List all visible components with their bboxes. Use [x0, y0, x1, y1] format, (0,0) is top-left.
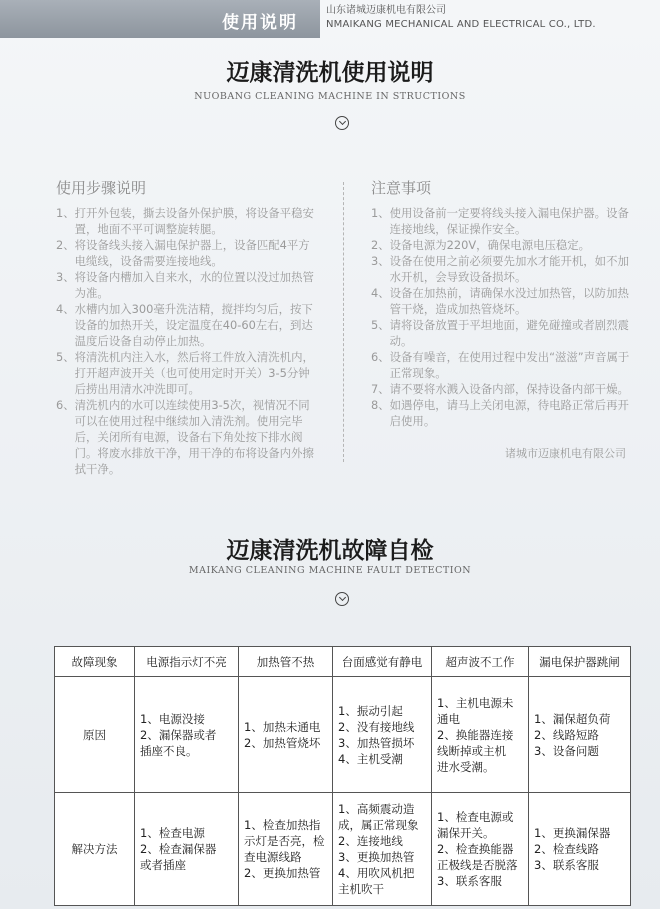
list-item-text: 设备在使用之前必须要先加水才能开机，如不加水开机，会导致设备损坏。	[389, 254, 629, 284]
usage-steps-title: 使用步骤说明	[56, 179, 147, 197]
list-item-text: 请不要将水溅入设备内部，保持设备内部干燥。	[389, 382, 629, 396]
cell-line: 1、检查加热指	[244, 818, 321, 832]
list-item	[371, 285, 633, 317]
instructions-title: 迈康清洗机使用说明	[226, 60, 434, 86]
cell-line: 2、加热管烧坏	[244, 735, 321, 750]
list-item-text: 使用设备前一定要将线头接入漏电保护器。设备连接地线，保证操作安全。	[389, 206, 629, 236]
row-label: 解决方法	[55, 793, 135, 906]
list-item-text: 设备在加热前，请确保水没过加热管，以防加热管干烧，造成加热管烧坏。	[389, 286, 629, 316]
list-item-number: 4、	[371, 286, 390, 300]
list-item-number: 5、	[371, 318, 390, 332]
list-item-number: 5、	[56, 350, 75, 364]
header-tab	[0, 0, 320, 38]
list-item	[371, 253, 633, 285]
column-divider	[343, 182, 344, 462]
cell-line: 2、漏保器或者	[140, 727, 217, 742]
cell-line: 1、加热未通电	[244, 719, 321, 734]
list-item	[371, 317, 633, 349]
cell-line: 2、换能器连接	[437, 727, 514, 742]
usage-steps-list	[56, 205, 318, 477]
signature: 诸城市迈康机电有限公司	[505, 447, 626, 460]
cell-line: 通电	[437, 711, 460, 726]
list-item	[371, 381, 633, 397]
table-row	[55, 793, 631, 906]
company-name-en: NMAIKANG MECHANICAL AND ELECTRICAL CO., LTD.	[326, 19, 596, 30]
cell-line: 插座不良。	[140, 743, 198, 758]
list-item	[56, 397, 318, 477]
table-header-row	[55, 647, 631, 677]
cell-line: 2、连接地线	[338, 834, 403, 848]
cell-line: 漏保开关。	[437, 826, 495, 840]
header-tab-title: 使用说明	[222, 13, 298, 33]
notes	[371, 180, 633, 429]
table-header: 台面感觉有静电	[333, 647, 432, 677]
cell-line: 3、设备问题	[534, 743, 599, 758]
list-item-text: 将清洗机内注入水，然后将工件放入清洗机内，打开超声波开关（也可使用定时开关）3-5分钟后捞出用清水冲洗即可。	[74, 350, 314, 396]
table-header: 电源指示灯不亮	[135, 647, 239, 677]
table-cell	[239, 793, 333, 906]
table-header: 漏电保护器跳闸	[529, 647, 631, 677]
fault-table	[54, 646, 631, 906]
cell-line: 2、检查线路	[534, 842, 599, 856]
cell-line: 4、主机受潮	[338, 751, 403, 766]
list-item-number: 2、	[56, 238, 75, 252]
table-cell	[432, 677, 529, 793]
list-item	[56, 269, 318, 301]
list-item-text: 设备有噪音，在使用过程中发出“滋滋”声音属于正常现象。	[389, 350, 630, 380]
cell-line: 3、联系客服	[534, 858, 599, 872]
list-item-number: 6、	[371, 350, 390, 364]
list-item-text: 请将设备放置于平坦地面，避免碰撞或者剧烈震动。	[389, 318, 629, 348]
cell-line: 3、加热管损坏	[338, 735, 415, 750]
fault-title: 迈康清洗机故障自检	[226, 538, 434, 564]
cell-line: 成，属正常现象	[338, 818, 419, 832]
usage-steps	[56, 180, 318, 477]
list-item-number: 3、	[56, 270, 75, 284]
company-name-cn: 山东诸城迈康机电有限公司	[326, 5, 446, 16]
chevron-down-icon	[335, 116, 349, 130]
list-item-number: 6、	[56, 398, 75, 412]
notes-title: 注意事项	[371, 179, 432, 197]
cell-line: 3、联系客服	[437, 874, 502, 888]
list-item	[56, 349, 318, 397]
list-item	[371, 397, 633, 429]
cell-line: 1、振动引起	[338, 703, 403, 718]
company-name	[326, 4, 596, 32]
list-item	[371, 205, 633, 237]
table-cell	[333, 677, 432, 793]
list-item-number: 2、	[371, 238, 390, 252]
list-item-text: 清洗机内的水可以连续使用3-5次，视情况不同可以在使用过程中继续加入清洗剂。使用完毕后，关闭所有电源，设备右下角处按下排水阀门。将废水排放干净，用干净的布将设备内外擦拭干净。	[74, 398, 314, 476]
list-item-text: 将设备线头接入漏电保护器上，设备匹配4平方电缆线，设备需要连接地线。	[74, 238, 310, 268]
cell-line: 1、更换漏保器	[534, 826, 611, 840]
cell-line: 线断掉或主机	[437, 743, 506, 758]
header-bar	[0, 0, 660, 38]
table-cell	[239, 677, 333, 793]
notes-list	[371, 205, 633, 429]
cell-line: 2、检查换能器	[437, 842, 514, 856]
table-cell	[333, 793, 432, 906]
cell-line: 2、更换加热管	[244, 866, 321, 880]
cell-line: 进水受潮。	[437, 759, 495, 774]
row-label: 原因	[55, 677, 135, 793]
cell-line: 1、高频震动造	[338, 802, 415, 816]
list-item-text: 打开外包装，撕去设备外保护膜，将设备平稳安置，地面不平可调整旋转腿。	[74, 206, 314, 236]
list-item-number: 1、	[371, 206, 390, 220]
list-item-number: 4、	[56, 302, 75, 316]
cell-line: 1、主机电源未	[437, 695, 514, 710]
cell-line: 2、检查漏保器	[140, 842, 217, 856]
chevron-down-icon	[335, 592, 349, 606]
cell-line: 或者插座	[140, 858, 186, 872]
cell-line: 4、用吹风机把	[338, 866, 415, 880]
table-header: 故障现象	[55, 647, 135, 677]
cell-line: 示灯是否亮，检	[244, 834, 325, 848]
list-item-text: 水槽内加入300毫升洗洁精，搅拌均匀后，按下设备的加热开关，设定温度在40-60左右，到达温度后设备自动停止加热。	[74, 302, 313, 348]
table-cell	[135, 677, 239, 793]
list-item-number: 3、	[371, 254, 390, 268]
table-cell	[529, 677, 631, 793]
table-row	[55, 677, 631, 793]
cell-line: 1、检查电源或	[437, 810, 514, 824]
table-header: 超声波不工作	[432, 647, 529, 677]
table-cell	[432, 793, 529, 906]
fault-subtitle: MAIKANG CLEANING MACHINE FAULT DETECTION	[188, 565, 472, 576]
list-item-text: 如遇停电，请马上关闭电源，待电路正常后再开启使用。	[389, 398, 629, 428]
cell-line: 主机吹干	[338, 882, 384, 896]
list-item-number: 8、	[371, 398, 390, 412]
table-cell	[135, 793, 239, 906]
list-item-text: 将设备内槽加入自来水，水的位置以没过加热管为准。	[74, 270, 314, 300]
table-cell	[529, 793, 631, 906]
table-header: 加热管不热	[239, 647, 333, 677]
list-item	[371, 237, 633, 253]
cell-line: 2、线路短路	[534, 727, 599, 742]
cell-line: 1、检查电源	[140, 826, 205, 840]
cell-line: 1、电源没接	[140, 711, 205, 726]
cell-line: 2、没有接地线	[338, 719, 415, 734]
list-item	[56, 237, 318, 269]
instructions-subtitle: NUOBANG CLEANING MACHINE IN STRUCTIONS	[194, 91, 466, 102]
list-item-number: 1、	[56, 206, 75, 220]
cell-line: 3、更换加热管	[338, 850, 415, 864]
cell-line: 查电源线路	[244, 850, 302, 864]
cell-line: 正极线是否脱落	[437, 858, 518, 872]
list-item	[371, 349, 633, 381]
list-item-number: 7、	[371, 382, 390, 396]
cell-line: 1、漏保超负荷	[534, 711, 611, 726]
list-item	[56, 301, 318, 349]
list-item	[56, 205, 318, 237]
list-item-text: 设备电源为220V，确保电源电压稳定。	[389, 238, 591, 252]
